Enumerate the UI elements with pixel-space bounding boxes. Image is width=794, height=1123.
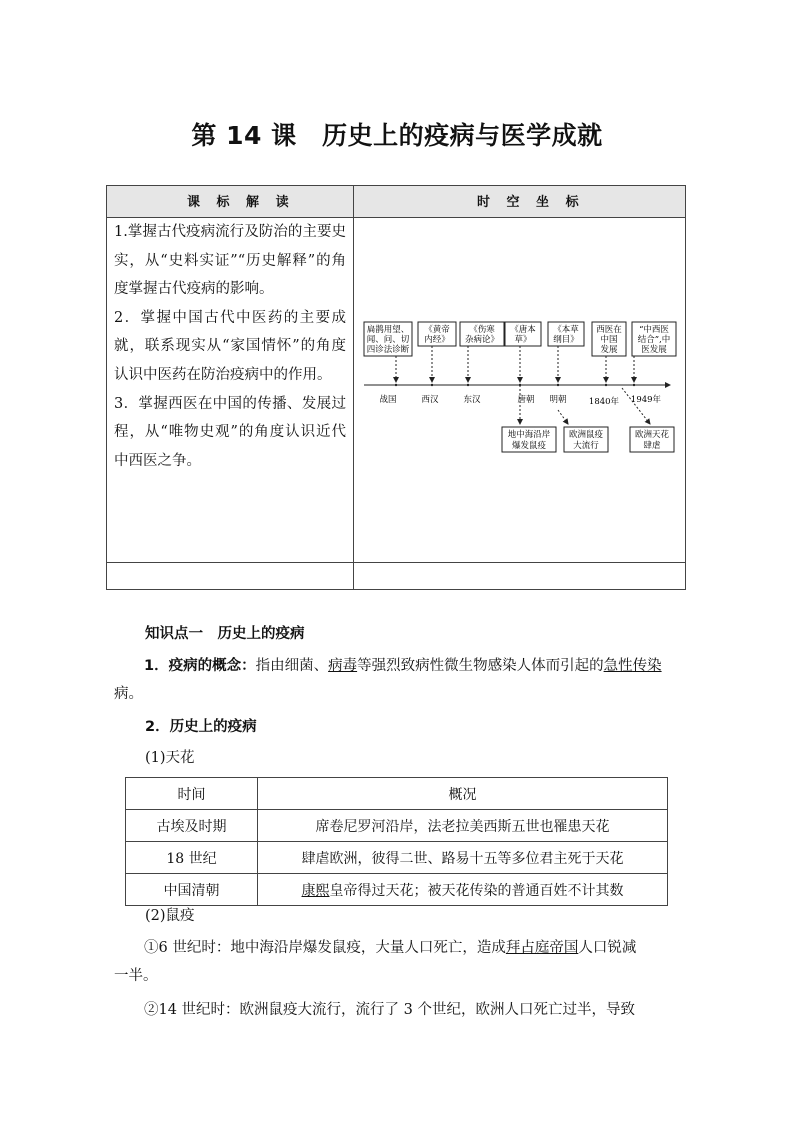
table-cell: 肆虐欧洲，彼得二世、路易十五等多位君主死于天花 xyxy=(258,842,668,874)
table-cell: 席卷尼罗河沿岸，法老拉美西斯五世也罹患天花 xyxy=(258,810,668,842)
axis-label: 明朝 xyxy=(549,395,567,405)
box-text: 大流行 xyxy=(573,441,599,451)
axis-label: 1840年 xyxy=(588,397,620,407)
table-row xyxy=(126,810,668,842)
standard-item: 1.掌握古代疫病流行及防治的主要史实，从“史料实证”“历史解释”的角度掌握古代疫病的影响。 xyxy=(114,224,346,298)
axis-label: 战国 xyxy=(379,395,397,405)
curriculum-standards xyxy=(114,218,346,475)
subheading: 2．历史上的疫病 xyxy=(145,719,257,735)
table-row xyxy=(126,778,668,810)
box-text: 扁鹊用望、 xyxy=(366,325,410,335)
box-text: 欧洲天花 xyxy=(634,430,670,440)
header-cell: 时间 xyxy=(126,778,258,810)
box-text: 地中海沿岸 xyxy=(507,430,551,440)
box-text: 四诊法诊断 xyxy=(366,345,410,355)
subheading-plague: (2)鼠疫 xyxy=(145,908,195,924)
box-text: 结合”,中 xyxy=(637,335,671,345)
box-text: “中西医 xyxy=(639,325,669,335)
axis-label: 唐朝 xyxy=(517,395,535,405)
header-curriculum: 课 标 解 读 xyxy=(187,195,295,210)
box-text: 草》 xyxy=(514,335,532,345)
section-heading: 知识点一 历史上的疫病 xyxy=(145,626,305,642)
table-divider xyxy=(353,186,354,589)
box-text: 《唐本 xyxy=(510,325,536,335)
box-text: 《黄帝 xyxy=(424,325,450,335)
timeline-diagram xyxy=(360,320,680,460)
box-text: 杂病论》 xyxy=(464,335,500,345)
table-divider xyxy=(107,562,685,563)
box-text: 纲目》 xyxy=(553,335,579,345)
box-text: 爆发鼠疫 xyxy=(511,441,547,451)
box-text: 肆虐 xyxy=(643,441,661,451)
timeline-svg xyxy=(360,320,680,460)
table-row xyxy=(126,874,668,906)
header-cell: 概况 xyxy=(258,778,668,810)
plague-paragraph-2: ②14 世纪时：欧洲鼠疫大流行，流行了 3 个世纪，欧洲人口死亡过半，导致 xyxy=(144,1002,636,1018)
standard-item: 2．掌握中国古代中医药的主要成就，联系现实从“家国情怀”的角度认识中医药在防治疫病中的作用。 xyxy=(114,309,346,383)
box-text: 闻、问、切 xyxy=(366,335,410,345)
standard-item: 3．掌握西医在中国的传播、发展过程，从“唯物史观”的角度认识近代中西医之争。 xyxy=(114,395,346,469)
box-text: 发展 xyxy=(600,345,618,355)
table-cell: 康熙皇帝得过天花；被天花传染的普通百姓不计其数 xyxy=(258,874,668,906)
axis-label: 1949年 xyxy=(630,395,662,405)
box-text: 《伤寒 xyxy=(469,325,495,335)
box-text: 医发展 xyxy=(641,345,667,355)
subheading-smallpox: (1)天花 xyxy=(145,750,195,766)
box-text: 西医在 xyxy=(596,325,622,335)
definition-paragraph: 1．疫病的概念：指由细菌、病毒等强烈致病性微生物感染人体而引起的急性传染病。 xyxy=(114,658,662,702)
axis-label: 西汉 xyxy=(421,395,439,405)
box-text: 《本草 xyxy=(553,325,579,335)
plague-paragraph-1: ①6 世纪时：地中海沿岸爆发鼠疫，大量人口死亡，造成拜占庭帝国人口锐减 一半。 xyxy=(114,940,637,984)
smallpox-table xyxy=(125,777,668,906)
axis-label: 东汉 xyxy=(463,395,481,405)
page-title: 第 14 课 历史上的疫病与医学成就 xyxy=(191,121,603,150)
box-text: 中国 xyxy=(600,335,618,345)
table-row xyxy=(126,842,668,874)
table-cell: 古埃及时期 xyxy=(126,810,258,842)
box-text: 内经》 xyxy=(424,335,450,345)
box-text: 欧洲鼠疫 xyxy=(568,430,604,440)
table-cell: 中国清朝 xyxy=(126,874,258,906)
table-cell: 18 世纪 xyxy=(126,842,258,874)
header-timeline: 时 空 坐 标 xyxy=(477,195,585,210)
